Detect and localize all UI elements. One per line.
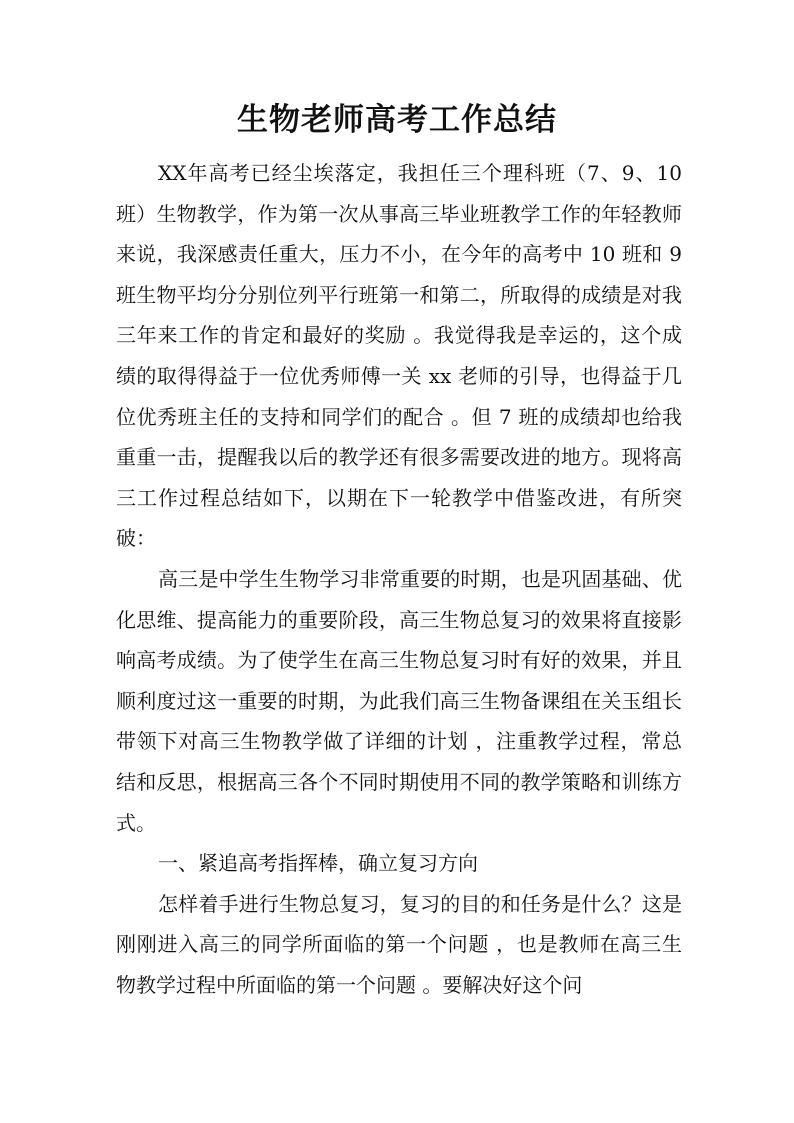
paragraph-review-method: 怎样着手进行生物总复习，复习的目的和任务是什么？这是刚刚进入高三的同学所面临的第一个问题 ，也是教师在高三生物教学过程中所面临的第一个问题 。要解决好这个问 xyxy=(116,891,682,997)
paragraph-senior-year: 高三是中学生生物学习非常重要的时期，也是巩固基础、优化思维、提高能力的重要阶段，高三生物总复习的效果将直接影响高考成绩。为了使学生在高三生物总复习时有好的效果，并且顺利度过这一重要的时期，为此我们高三生物备课组在关玉组长带领下对高三生物教学做了详细的计划 ，注重教学过程，常总结和反思，根据高三各个不同时期使用不同的教学策略和训练方式。 xyxy=(116,566,682,835)
document-title: 生物老师高考工作总结 xyxy=(237,102,557,138)
paragraph-intro: XX年高考已经尘埃落定，我担任三个理科班（7、9、10班）生物教学，作为第一次从事高三毕业班教学工作的年轻教师来说，我深感责任重大，压力不小，在今年的高考中 10 班和 9 班生物平均分分别位列平行班第一和第二，所取得的成绩是对我三年来工作的肯定和最好的奖励 。我觉得我是幸运的，这个成绩的取得得益于一位优秀师傅一关 xx 老师的引导，也得益于几位优秀班主任的支持和同学们的配合 。但 7 班的成绩却也给我重重一击，提醒我以后的教学还有很多需要改进的地方。现将高三工作过程总结如下，以期在下一轮教学中借鉴改进，有所突破： xyxy=(116,161,682,551)
document-body xyxy=(116,153,682,1005)
section-heading-1: 一、紧追高考指挥棒，确立复习方向 xyxy=(158,851,478,876)
